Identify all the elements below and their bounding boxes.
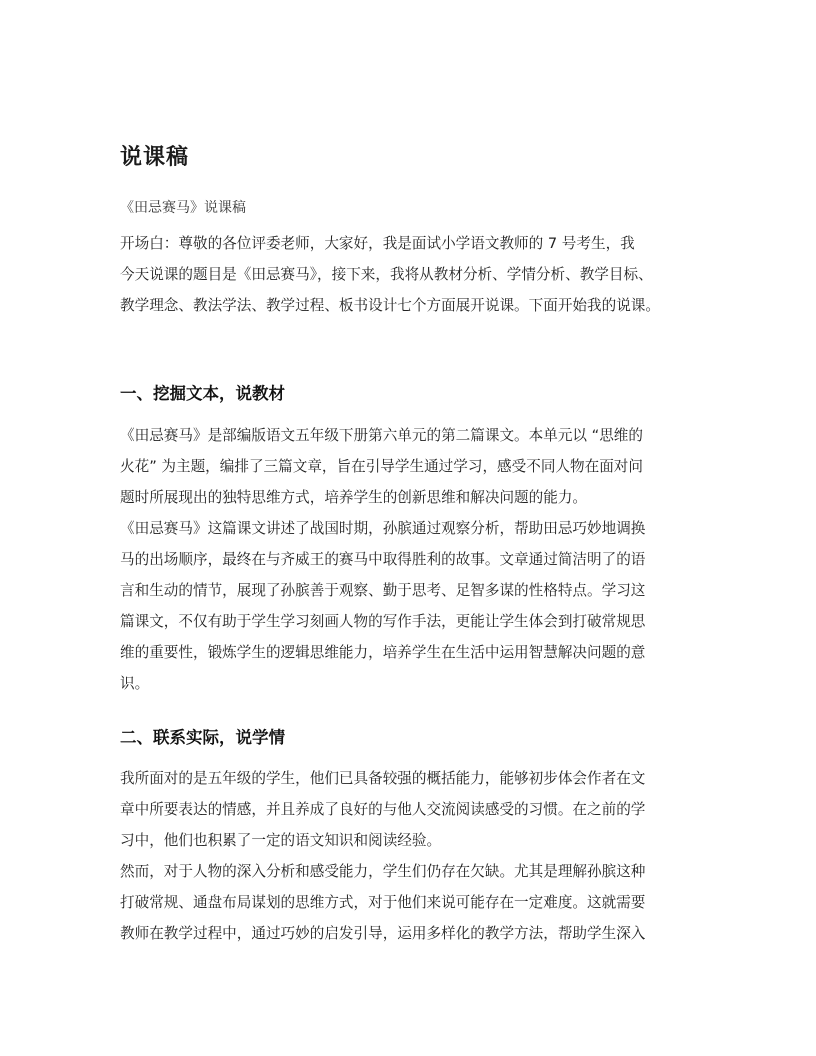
lesson-subtitle: 《田忌赛马》说课稿 <box>120 200 246 216</box>
students-paragraph-2 <box>120 856 710 949</box>
text-line: 维的重要性，锻炼学生的逻辑思维能力，培养学生在生活中运用智慧解决问题的意 <box>120 644 646 661</box>
textbook-paragraph-2 <box>120 513 710 699</box>
section-heading-textbook: 一、挖掘文本，说教材 <box>120 384 285 403</box>
text-line: 然而，对于人物的深入分析和感受能力，学生们仍存在欠缺。尤其是理解孙膑这种 <box>120 863 646 880</box>
text-line: 马的出场顺序，最终在与齐威王的赛马中取得胜利的故事。文章通过简洁明了的语 <box>120 551 646 568</box>
text-line: 《田忌赛马》是部编版语文五年级下册第六单元的第二篇课文。本单元以 “思维的 <box>120 427 643 444</box>
text-line: 章中所要表达的情感，并且养成了良好的与他人交流阅读感受的习惯。在之前的学 <box>120 801 646 818</box>
text-line: 习中，他们也积累了一定的语文知识和阅读经验。 <box>120 832 442 849</box>
document-title: 说课稿 <box>120 145 190 170</box>
text-line: 识。 <box>120 675 150 692</box>
text-line: 今天说课的题目是《田忌赛马》，接下来，我将从教材分析、学情分析、教学目标、 <box>120 266 653 283</box>
text-line: 题时所展现出的独特思维方式，培养学生的创新思维和解决问题的能力。 <box>120 489 588 506</box>
text-line: 打破常规、通盘布局谋划的思维方式，对于他们来说可能存在一定难度。这就需要 <box>120 894 646 911</box>
text-line: 言和生动的情节，展现了孙膑善于观察、勤于思考、足智多谋的性格特点。学习这 <box>120 582 646 599</box>
text-line: 教学理念、教法学法、教学过程、板书设计七个方面展开说课。下面开始我的说课。 <box>120 297 660 314</box>
text-line: 《田忌赛马》这篇课文讲述了战国时期，孙膑通过观察分析，帮助田忌巧妙地调换 <box>120 520 646 537</box>
text-line: 开场白：尊敬的各位评委老师，大家好，我是面试小学语文教师的 7 号考生，我 <box>120 235 635 252</box>
students-paragraph-1 <box>120 763 710 856</box>
opening-paragraph <box>120 228 710 321</box>
text-line: 教师在教学过程中，通过巧妙的启发引导，运用多样化的教学方法，帮助学生深入 <box>120 925 646 942</box>
text-line: 火花” 为主题，编排了三篇文章，旨在引导学生通过学习，感受不同人物在面对问 <box>120 458 643 475</box>
textbook-paragraph-1 <box>120 420 710 513</box>
section-heading-students: 二、联系实际，说学情 <box>120 728 285 747</box>
text-line: 篇课文，不仅有助于学生学习刻画人物的写作手法，更能让学生体会到打破常规思 <box>120 613 646 630</box>
text-line: 我所面对的是五年级的学生，他们已具备较强的概括能力，能够初步体会作者在文 <box>120 770 646 787</box>
